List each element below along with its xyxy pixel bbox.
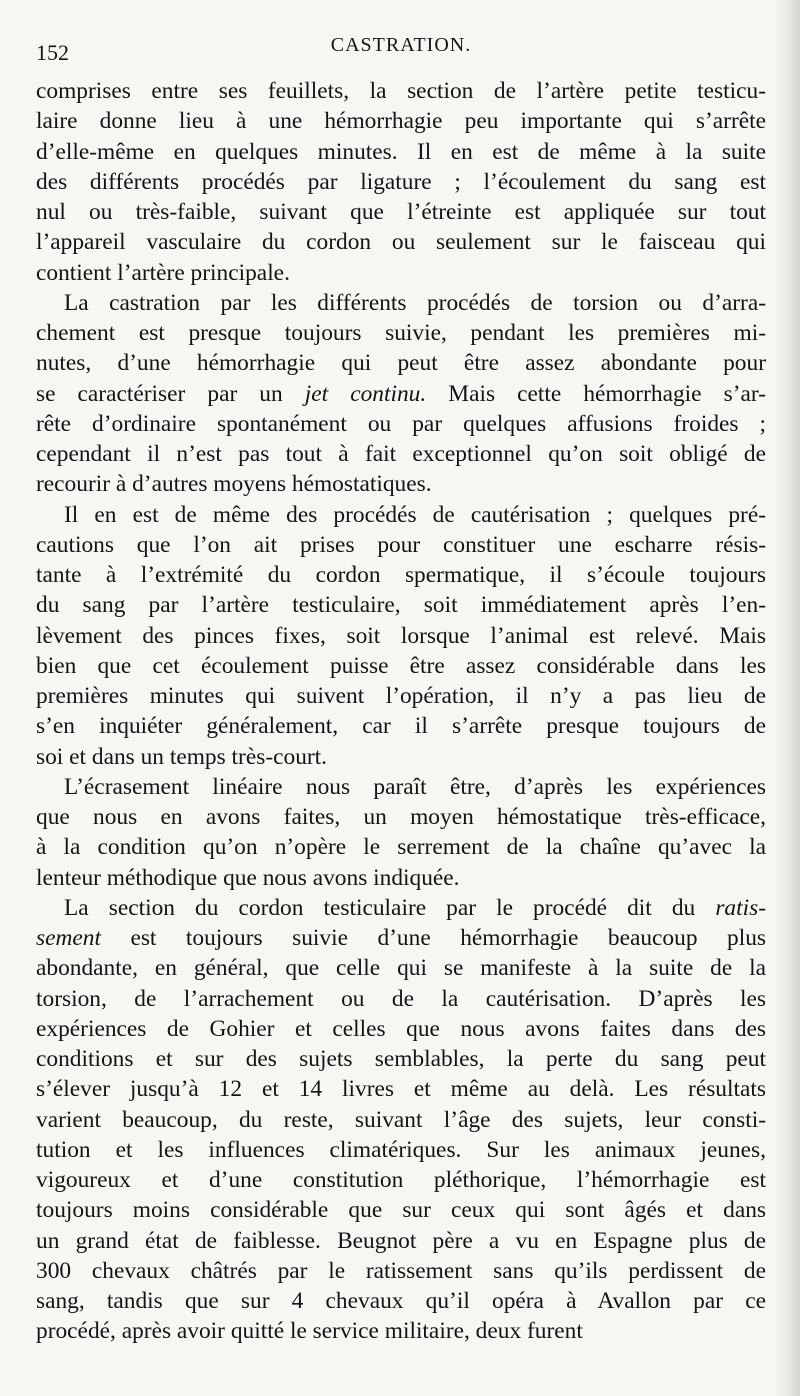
text-line: [36, 1165, 766, 1195]
text-line: [36, 1135, 766, 1165]
text-run: des différents procédés par ligature ; l’écoulement du sang est: [36, 168, 766, 195]
text-line: [36, 681, 766, 711]
page-number: 152: [36, 40, 69, 65]
text-run: du sang par l’artère testiculaire, soit immédiatement après l’en-: [36, 592, 766, 619]
text-line: [36, 197, 766, 227]
text-run: rête d’ordinaire spontanément ou par quelques affusions froides ;: [36, 410, 766, 437]
text-line: [36, 1256, 766, 1286]
text-run: recourir à d’autres moyens hémostatiques.: [36, 471, 432, 498]
text-line: [36, 1105, 766, 1135]
text-line: [36, 106, 766, 136]
text-run: abondante, en général, que celle qui se manifeste à la suite de la: [36, 955, 766, 982]
text-run: vigoureux et d’une constitution pléthorique, l’hémorrhagie est: [36, 1167, 766, 1193]
text-run: Il en est de même des procédés de cautérisation ; quelques pré-: [64, 501, 766, 528]
text-run: Mais cette hémorrhagie s’ar-: [426, 380, 766, 407]
text-run: conditions et sur des sujets semblables, la perte du sang peut: [36, 1046, 766, 1072]
text-run: sang, tandis que sur 4 chevaux qu’il opéra à Avallon par ce: [36, 1288, 766, 1314]
text-run: s’élever jusqu’à 12 et 14 livres et même au delà. Les résultats: [36, 1076, 766, 1103]
text-line: [36, 1286, 766, 1316]
text-run: soi et dans un temps très-court.: [36, 743, 328, 770]
text-line: [36, 863, 766, 893]
text-run: est toujours suivie d’une hémorrhagie beaucoup plus: [100, 925, 766, 951]
text-run: l’appareil vasculaire du cordon ou seulement sur le faisceau qui: [36, 229, 766, 256]
text-run: nul ou très-faible, suivant que l’étreinte est appliquée sur tout: [36, 199, 766, 225]
text-run: cependant il n’est pas tout à fait exceptionnel qu’on soit obligé de: [36, 441, 766, 467]
text-run: que nous en avons faites, un moyen hémostatique très-efficace,: [36, 804, 766, 830]
text-line: [36, 1014, 766, 1044]
text-line: [36, 984, 766, 1014]
text-run: se caractériser par un: [36, 380, 305, 407]
text-run: tante à l’extrémité du cordon spermatique, il s’écoule toujours: [36, 562, 766, 588]
text-line: [36, 227, 766, 257]
text-line: [36, 1044, 766, 1074]
text-line: [36, 832, 766, 862]
text-run: un grand état de faiblesse. Beugnot père a vu en Espagne plus de: [36, 1227, 766, 1254]
text-line: [36, 500, 766, 530]
text-run: contient l’artère principale.: [36, 259, 290, 286]
text-run: varient beaucoup, du reste, suivant l’âge des sujets, leur consti-: [36, 1106, 766, 1133]
text-line: [36, 137, 766, 167]
text-run: 300 chevaux châtrés par le ratissement sans qu’ils perdissent de: [36, 1257, 766, 1284]
text-line: [36, 621, 766, 651]
italic-text: jet continu.: [304, 380, 427, 407]
running-head: CASTRATION.: [330, 34, 472, 56]
text-run: L’écrasement linéaire nous paraît être, d’après les expériences: [64, 773, 766, 800]
text-run: d’elle-même en quelques minutes. Il en est de même à la suite: [36, 138, 766, 165]
text-run: toujours moins considérable que sur ceux qui sont âgés et dans: [36, 1197, 766, 1224]
text-line: [36, 651, 766, 681]
text-run: La section du cordon testiculaire par le procédé dit du: [64, 894, 716, 921]
text-line: [36, 923, 766, 953]
text-line: [36, 802, 766, 832]
text-line: [36, 348, 766, 378]
text-run: laire donne lieu à une hémorrhagie peu importante qui s’arrête: [36, 108, 766, 135]
text-run: à la condition qu’on n’opère le serrement de la chaîne qu’avec la: [36, 834, 766, 861]
paragraph: [36, 76, 766, 288]
text-line: [36, 258, 766, 288]
text-line: [36, 167, 766, 197]
text-line: [36, 469, 766, 499]
text-run: cautions que l’on ait prises pour constituer une escharre résis-: [36, 531, 766, 558]
text-line: [36, 742, 766, 772]
text-run: nutes, d’une hémorrhagie qui peut être assez abondante pour: [36, 350, 766, 377]
italic-text: ratis-: [715, 894, 766, 921]
text-line: [36, 439, 766, 469]
text-run: premières minutes qui suivent l’opération, il n’y a pas lieu de: [36, 683, 766, 709]
text-run: s’en inquiéter généralement, car il s’arrête presque toujours de: [36, 713, 766, 740]
text-line: [36, 288, 766, 318]
text-line: [36, 711, 766, 741]
text-line: [36, 560, 766, 590]
text-run: bien que cet écoulement puisse être assez considérable dans les: [36, 652, 766, 679]
text-line: [36, 590, 766, 620]
text-line: [36, 1226, 766, 1256]
text-line: [36, 530, 766, 560]
text-line: [36, 1195, 766, 1225]
text-run: chement est presque toujours suivie, pendant les premières mi-: [36, 320, 766, 346]
text-run: procédé, après avoir quitté le service militaire, deux furent: [36, 1318, 583, 1345]
text-line: [36, 772, 766, 802]
text-line: [36, 318, 766, 348]
paragraph: [36, 288, 766, 500]
text-run: comprises entre ses feuillets, la section de l’artère petite testicu-: [36, 78, 766, 104]
text-run: expériences de Gohier et celles que nous avons faites dans des: [36, 1015, 766, 1042]
text-run: lenteur méthodique que nous avons indiquée.: [36, 864, 460, 891]
text-run: tution et les influences climatériques. Sur les animaux jeunes,: [36, 1136, 766, 1163]
text-line: [36, 1316, 766, 1346]
text-line: [36, 409, 766, 439]
text-line: [36, 76, 766, 106]
text-run: lèvement des pinces fixes, soit lorsque l’animal est relevé. Mais: [36, 622, 766, 649]
paragraph: [36, 500, 766, 772]
text-run: torsion, de l’arrachement ou de la cautérisation. D’après les: [36, 985, 766, 1012]
paragraph: [36, 772, 766, 893]
paragraph: [36, 893, 766, 1347]
text-line: [36, 379, 766, 409]
page-edge-shadow: [774, 0, 800, 1396]
page-header: [36, 30, 766, 70]
text-run: La castration par les différents procédés de torsion ou d’arra-: [64, 289, 766, 316]
text-line: [36, 953, 766, 983]
text-line: [36, 893, 766, 923]
body-text: [36, 76, 766, 1347]
italic-text: sement: [36, 925, 101, 951]
text-line: [36, 1074, 766, 1104]
